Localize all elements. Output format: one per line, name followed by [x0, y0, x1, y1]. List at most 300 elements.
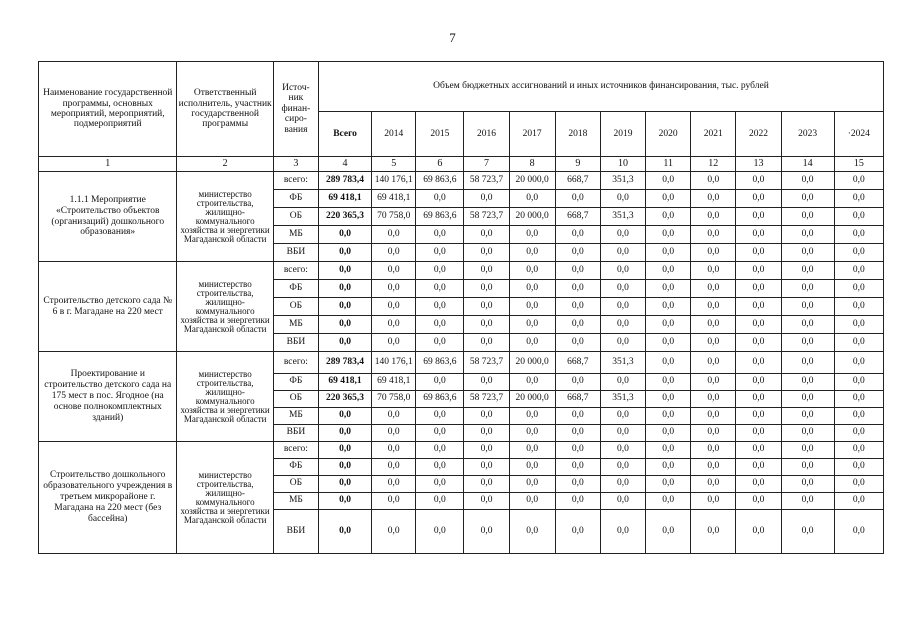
year-value-cell: 0,0 [834, 374, 883, 391]
header-program-name: Наименование государственной программы, основных мероприятий, мероприятий, подмероприятий [39, 62, 177, 157]
year-value-cell: 0,0 [416, 244, 464, 262]
year-value-cell: 0,0 [691, 244, 736, 262]
year-value-cell: 0,0 [372, 476, 416, 493]
year-value-cell: 58 723,7 [464, 172, 509, 190]
index-cell: 8 [509, 157, 555, 172]
year-value-cell: 668,7 [555, 352, 600, 374]
year-value-cell: 0,0 [646, 172, 691, 190]
year-value-cell: 58 723,7 [464, 391, 509, 408]
year-value-cell: 0,0 [464, 190, 509, 208]
funding-source: ФБ [273, 280, 318, 298]
year-value-cell: 0,0 [464, 442, 509, 459]
year-value-cell: 69 863,6 [416, 352, 464, 374]
table-row [39, 262, 884, 280]
year-value-cell: 0,0 [646, 190, 691, 208]
year-value-cell: 0,0 [555, 442, 600, 459]
funding-source: ВБИ [273, 510, 318, 554]
total-cell: 220 365,3 [318, 208, 371, 226]
year-value-cell: 0,0 [600, 493, 645, 510]
year-value-cell: 0,0 [691, 190, 736, 208]
year-value-cell: 0,0 [834, 459, 883, 476]
year-value-cell: 668,7 [555, 172, 600, 190]
year-value-cell: 0,0 [781, 442, 834, 459]
total-cell: 289 783,4 [318, 172, 371, 190]
year-value-cell: 0,0 [646, 226, 691, 244]
year-value-cell: 0,0 [834, 172, 883, 190]
year-value-cell: 0,0 [416, 408, 464, 425]
table-row [39, 442, 884, 459]
index-cell: 14 [781, 157, 834, 172]
year-value-cell: 0,0 [464, 459, 509, 476]
year-value-cell: 0,0 [646, 459, 691, 476]
year-value-cell: 0,0 [736, 280, 781, 298]
funding-source: ФБ [273, 190, 318, 208]
total-cell: 0,0 [318, 280, 371, 298]
year-value-cell: 351,3 [600, 172, 645, 190]
year-value-cell: 0,0 [736, 244, 781, 262]
year-value-cell: 0,0 [736, 425, 781, 442]
funding-source: ВБИ [273, 334, 318, 352]
year-value-cell: 0,0 [416, 493, 464, 510]
total-cell: 69 418,1 [318, 190, 371, 208]
index-cell: 13 [736, 157, 781, 172]
year-value-cell: 0,0 [555, 493, 600, 510]
page-number: 7 [449, 30, 456, 45]
year-value-cell: 0,0 [600, 442, 645, 459]
year-value-cell: 0,0 [736, 459, 781, 476]
year-value-cell: 0,0 [646, 391, 691, 408]
year-value-cell: 0,0 [781, 493, 834, 510]
year-value-cell: 69 418,1 [372, 190, 416, 208]
year-value-cell: 668,7 [555, 208, 600, 226]
index-cell: 4 [318, 157, 371, 172]
year-value-cell: 0,0 [509, 244, 555, 262]
year-value-cell: 0,0 [834, 280, 883, 298]
year-value-cell: 0,0 [509, 334, 555, 352]
year-value-cell: 0,0 [646, 262, 691, 280]
funding-source: всего: [273, 262, 318, 280]
header-year: 2014 [372, 112, 416, 157]
year-value-cell: 0,0 [372, 316, 416, 334]
year-value-cell: 0,0 [736, 391, 781, 408]
year-value-cell: 0,0 [736, 374, 781, 391]
year-value-cell: 0,0 [464, 493, 509, 510]
year-value-cell: 0,0 [646, 476, 691, 493]
year-value-cell: 0,0 [736, 190, 781, 208]
year-value-cell: 0,0 [464, 316, 509, 334]
year-value-cell: 0,0 [600, 476, 645, 493]
year-value-cell: 0,0 [555, 298, 600, 316]
year-value-cell: 20 000,0 [509, 208, 555, 226]
year-value-cell: 58 723,7 [464, 352, 509, 374]
total-cell: 0,0 [318, 510, 371, 554]
index-cell: 10 [600, 157, 645, 172]
year-value-cell: 0,0 [691, 493, 736, 510]
year-value-cell: 0,0 [372, 510, 416, 554]
year-value-cell: 668,7 [555, 391, 600, 408]
year-value-cell: 0,0 [834, 262, 883, 280]
funding-source: ВБИ [273, 425, 318, 442]
responsible-executor: министерство строительства, жилищно-коммунального хозяйства и энергетики Магаданской области [177, 352, 273, 442]
year-value-cell: 0,0 [834, 408, 883, 425]
header-responsible: Ответственный исполнитель, участник государственной программы [177, 62, 273, 157]
year-value-cell: 0,0 [781, 459, 834, 476]
year-value-cell: 0,0 [555, 425, 600, 442]
year-value-cell: 140 176,1 [372, 172, 416, 190]
year-value-cell: 0,0 [691, 262, 736, 280]
year-value-cell: 0,0 [555, 510, 600, 554]
year-value-cell: 0,0 [464, 374, 509, 391]
responsible-executor: министерство строительства, жилищно-коммунального хозяйства и энергетики Магаданской области [177, 442, 273, 554]
year-value-cell: 0,0 [781, 226, 834, 244]
year-value-cell: 0,0 [781, 262, 834, 280]
year-value-cell: 0,0 [736, 352, 781, 374]
year-value-cell: 0,0 [555, 408, 600, 425]
total-cell: 0,0 [318, 476, 371, 493]
year-value-cell: 0,0 [416, 280, 464, 298]
year-value-cell: 0,0 [555, 280, 600, 298]
year-value-cell: 0,0 [781, 208, 834, 226]
index-cell: 3 [273, 157, 318, 172]
year-value-cell: 0,0 [372, 334, 416, 352]
total-cell: 0,0 [318, 262, 371, 280]
year-value-cell: 0,0 [781, 190, 834, 208]
year-value-cell: 0,0 [372, 298, 416, 316]
year-value-cell: 0,0 [691, 408, 736, 425]
total-cell: 0,0 [318, 459, 371, 476]
year-value-cell: 0,0 [691, 459, 736, 476]
year-value-cell: 0,0 [646, 408, 691, 425]
year-value-cell: 0,0 [600, 334, 645, 352]
year-value-cell: 0,0 [781, 280, 834, 298]
year-value-cell: 351,3 [600, 391, 645, 408]
year-value-cell: 0,0 [691, 208, 736, 226]
header-year: 2015 [416, 112, 464, 157]
year-value-cell: 0,0 [691, 352, 736, 374]
year-value-cell: 0,0 [691, 298, 736, 316]
year-value-cell: 0,0 [464, 425, 509, 442]
year-value-cell: 0,0 [600, 244, 645, 262]
year-value-cell: 0,0 [781, 476, 834, 493]
year-value-cell: 0,0 [781, 244, 834, 262]
program-name: Проектирование и строительство детского сада на 175 мест в пос. Ягодное (на основе полнокомплектных зданий) [39, 352, 177, 442]
year-value-cell: 0,0 [600, 226, 645, 244]
funding-source: ФБ [273, 459, 318, 476]
year-value-cell: 0,0 [736, 334, 781, 352]
year-value-cell: 0,0 [736, 442, 781, 459]
year-value-cell: 0,0 [416, 442, 464, 459]
year-value-cell: 0,0 [416, 190, 464, 208]
year-value-cell: 0,0 [416, 334, 464, 352]
year-value-cell: 0,0 [834, 352, 883, 374]
year-value-cell: 0,0 [555, 190, 600, 208]
year-value-cell: 0,0 [646, 442, 691, 459]
year-value-cell: 0,0 [736, 208, 781, 226]
year-value-cell: 351,3 [600, 352, 645, 374]
index-cell: 11 [646, 157, 691, 172]
header-year: 2018 [555, 112, 600, 157]
year-value-cell: 0,0 [736, 510, 781, 554]
year-value-cell: 0,0 [509, 425, 555, 442]
total-cell: 69 418,1 [318, 374, 371, 391]
year-value-cell: 0,0 [646, 208, 691, 226]
year-value-cell: 0,0 [464, 334, 509, 352]
year-value-cell: 0,0 [781, 391, 834, 408]
year-value-cell: 0,0 [464, 298, 509, 316]
funding-source: МБ [273, 493, 318, 510]
funding-source: МБ [273, 226, 318, 244]
year-value-cell: 0,0 [781, 352, 834, 374]
year-value-cell: 0,0 [691, 172, 736, 190]
total-cell: 289 783,4 [318, 352, 371, 374]
year-value-cell: 0,0 [781, 172, 834, 190]
year-value-cell: 20 000,0 [509, 391, 555, 408]
year-value-cell: 0,0 [691, 391, 736, 408]
year-value-cell: 0,0 [464, 262, 509, 280]
header-year: ·2024 [834, 112, 883, 157]
year-value-cell: 0,0 [691, 510, 736, 554]
year-value-cell: 0,0 [834, 510, 883, 554]
index-cell: 6 [416, 157, 464, 172]
year-value-cell: 0,0 [416, 316, 464, 334]
year-value-cell: 0,0 [464, 476, 509, 493]
year-value-cell: 0,0 [372, 262, 416, 280]
year-value-cell: 0,0 [416, 298, 464, 316]
budget-table [38, 61, 884, 554]
year-value-cell: 0,0 [372, 459, 416, 476]
year-value-cell: 20 000,0 [509, 352, 555, 374]
year-value-cell: 0,0 [416, 374, 464, 391]
year-value-cell: 0,0 [834, 226, 883, 244]
total-cell: 0,0 [318, 408, 371, 425]
funding-source: ОБ [273, 476, 318, 493]
year-value-cell: 0,0 [464, 510, 509, 554]
year-value-cell: 0,0 [509, 442, 555, 459]
total-cell: 0,0 [318, 493, 371, 510]
year-value-cell: 0,0 [509, 190, 555, 208]
year-value-cell: 0,0 [600, 262, 645, 280]
year-value-cell: 0,0 [416, 262, 464, 280]
year-value-cell: 0,0 [509, 280, 555, 298]
year-value-cell: 0,0 [646, 334, 691, 352]
year-value-cell: 0,0 [509, 493, 555, 510]
header-volume: Объем бюджетных ассигнований и иных источников финансирования, тыс. рублей [318, 62, 883, 112]
year-value-cell: 0,0 [834, 208, 883, 226]
year-value-cell: 0,0 [555, 226, 600, 244]
year-value-cell: 0,0 [372, 408, 416, 425]
index-cell: 7 [464, 157, 509, 172]
year-value-cell: 0,0 [646, 244, 691, 262]
year-value-cell: 0,0 [509, 226, 555, 244]
year-value-cell: 0,0 [509, 374, 555, 391]
responsible-executor: министерство строительства, жилищно-коммунального хозяйства и энергетики Магаданской области [177, 172, 273, 262]
total-cell: 0,0 [318, 334, 371, 352]
year-value-cell: 0,0 [691, 425, 736, 442]
year-value-cell: 0,0 [834, 425, 883, 442]
total-cell: 0,0 [318, 442, 371, 459]
index-cell: 9 [555, 157, 600, 172]
header-year: 2022 [736, 112, 781, 157]
funding-source: ОБ [273, 208, 318, 226]
year-value-cell: 0,0 [416, 476, 464, 493]
year-value-cell: 0,0 [416, 425, 464, 442]
funding-source: всего: [273, 442, 318, 459]
year-value-cell: 0,0 [736, 172, 781, 190]
year-value-cell: 0,0 [600, 298, 645, 316]
total-cell: 0,0 [318, 226, 371, 244]
year-value-cell: 69 863,6 [416, 172, 464, 190]
year-value-cell: 0,0 [555, 374, 600, 391]
year-value-cell: 0,0 [372, 226, 416, 244]
index-cell: 12 [691, 157, 736, 172]
year-value-cell: 0,0 [509, 316, 555, 334]
year-value-cell: 0,0 [416, 459, 464, 476]
year-value-cell: 0,0 [555, 459, 600, 476]
header-year: 2021 [691, 112, 736, 157]
index-row [39, 157, 884, 172]
funding-source: ОБ [273, 391, 318, 408]
year-value-cell: 0,0 [509, 510, 555, 554]
year-value-cell: 0,0 [555, 244, 600, 262]
year-value-cell: 0,0 [736, 226, 781, 244]
year-value-cell: 69 863,6 [416, 208, 464, 226]
year-value-cell: 0,0 [464, 226, 509, 244]
year-value-cell: 69 863,6 [416, 391, 464, 408]
year-value-cell: 0,0 [646, 425, 691, 442]
year-value-cell: 0,0 [646, 352, 691, 374]
year-value-cell: 0,0 [834, 244, 883, 262]
year-value-cell: 0,0 [372, 244, 416, 262]
header-source: Источ-ник финан-сиро-вания [273, 62, 318, 157]
year-value-cell: 0,0 [416, 226, 464, 244]
year-value-cell: 0,0 [834, 442, 883, 459]
year-value-cell: 0,0 [691, 476, 736, 493]
total-cell: 220 365,3 [318, 391, 371, 408]
year-value-cell: 0,0 [600, 425, 645, 442]
year-value-cell: 0,0 [781, 334, 834, 352]
year-value-cell: 0,0 [691, 442, 736, 459]
total-cell: 0,0 [318, 425, 371, 442]
year-value-cell: 0,0 [600, 316, 645, 334]
year-value-cell: 0,0 [555, 316, 600, 334]
year-value-cell: 70 758,0 [372, 208, 416, 226]
year-value-cell: 351,3 [600, 208, 645, 226]
year-value-cell: 0,0 [691, 316, 736, 334]
header-year: 2020 [646, 112, 691, 157]
year-value-cell: 0,0 [509, 298, 555, 316]
year-value-cell: 0,0 [646, 316, 691, 334]
year-value-cell: 0,0 [736, 262, 781, 280]
year-value-cell: 0,0 [372, 442, 416, 459]
year-value-cell: 0,0 [691, 226, 736, 244]
year-value-cell: 0,0 [600, 408, 645, 425]
year-value-cell: 0,0 [691, 374, 736, 391]
table-row [39, 352, 884, 374]
year-value-cell: 0,0 [691, 280, 736, 298]
header-year: 2017 [509, 112, 555, 157]
program-name: Строительство дошкольного образовательного учреждения в третьем микрорайоне г. Магадана на 220 мест (без бассейна) [39, 442, 177, 554]
year-value-cell: 0,0 [781, 374, 834, 391]
index-cell: 1 [39, 157, 177, 172]
funding-source: МБ [273, 408, 318, 425]
year-value-cell: 0,0 [781, 510, 834, 554]
total-cell: 0,0 [318, 244, 371, 262]
index-cell: 2 [177, 157, 273, 172]
header-total: Всего [318, 112, 371, 157]
year-value-cell: 58 723,7 [464, 208, 509, 226]
total-cell: 0,0 [318, 316, 371, 334]
year-value-cell: 0,0 [555, 476, 600, 493]
year-value-cell: 0,0 [646, 280, 691, 298]
year-value-cell: 0,0 [555, 262, 600, 280]
year-value-cell: 0,0 [834, 391, 883, 408]
index-cell: 5 [372, 157, 416, 172]
funding-source: всего: [273, 172, 318, 190]
funding-source: ОБ [273, 298, 318, 316]
year-value-cell: 0,0 [781, 408, 834, 425]
year-value-cell: 0,0 [600, 459, 645, 476]
year-value-cell: 0,0 [781, 425, 834, 442]
year-value-cell: 0,0 [600, 190, 645, 208]
year-value-cell: 0,0 [736, 476, 781, 493]
year-value-cell: 0,0 [834, 476, 883, 493]
header-year: 2023 [781, 112, 834, 157]
year-value-cell: 69 418,1 [372, 374, 416, 391]
total-cell: 0,0 [318, 298, 371, 316]
year-value-cell: 0,0 [736, 316, 781, 334]
header-year: 2016 [464, 112, 509, 157]
year-value-cell: 0,0 [509, 476, 555, 493]
year-value-cell: 0,0 [834, 190, 883, 208]
year-value-cell: 0,0 [509, 262, 555, 280]
year-value-cell: 20 000,0 [509, 172, 555, 190]
year-value-cell: 0,0 [834, 316, 883, 334]
year-value-cell: 0,0 [646, 493, 691, 510]
year-value-cell: 0,0 [736, 298, 781, 316]
year-value-cell: 0,0 [372, 425, 416, 442]
funding-source: всего: [273, 352, 318, 374]
funding-source: МБ [273, 316, 318, 334]
year-value-cell: 0,0 [834, 334, 883, 352]
year-value-cell: 70 758,0 [372, 391, 416, 408]
year-value-cell: 0,0 [600, 510, 645, 554]
year-value-cell: 0,0 [646, 298, 691, 316]
header-year: 2019 [600, 112, 645, 157]
year-value-cell: 0,0 [781, 316, 834, 334]
year-value-cell: 0,0 [736, 408, 781, 425]
year-value-cell: 0,0 [600, 374, 645, 391]
funding-source: ВБИ [273, 244, 318, 262]
table-row [39, 172, 884, 190]
funding-source: ФБ [273, 374, 318, 391]
year-value-cell: 0,0 [834, 493, 883, 510]
year-value-cell: 0,0 [646, 374, 691, 391]
year-value-cell: 0,0 [834, 298, 883, 316]
year-value-cell: 0,0 [509, 459, 555, 476]
year-value-cell: 0,0 [464, 408, 509, 425]
year-value-cell: 0,0 [372, 493, 416, 510]
year-value-cell: 0,0 [464, 244, 509, 262]
responsible-executor: министерство строительства, жилищно-коммунального хозяйства и энергетики Магаданской области [177, 262, 273, 352]
year-value-cell: 0,0 [736, 493, 781, 510]
year-value-cell: 140 176,1 [372, 352, 416, 374]
year-value-cell: 0,0 [555, 334, 600, 352]
program-name: 1.1.1 Мероприятие «Строительство объектов (организаций) дошкольного образования» [39, 172, 177, 262]
year-value-cell: 0,0 [691, 334, 736, 352]
year-value-cell: 0,0 [781, 298, 834, 316]
index-cell: 15 [834, 157, 883, 172]
year-value-cell: 0,0 [416, 510, 464, 554]
